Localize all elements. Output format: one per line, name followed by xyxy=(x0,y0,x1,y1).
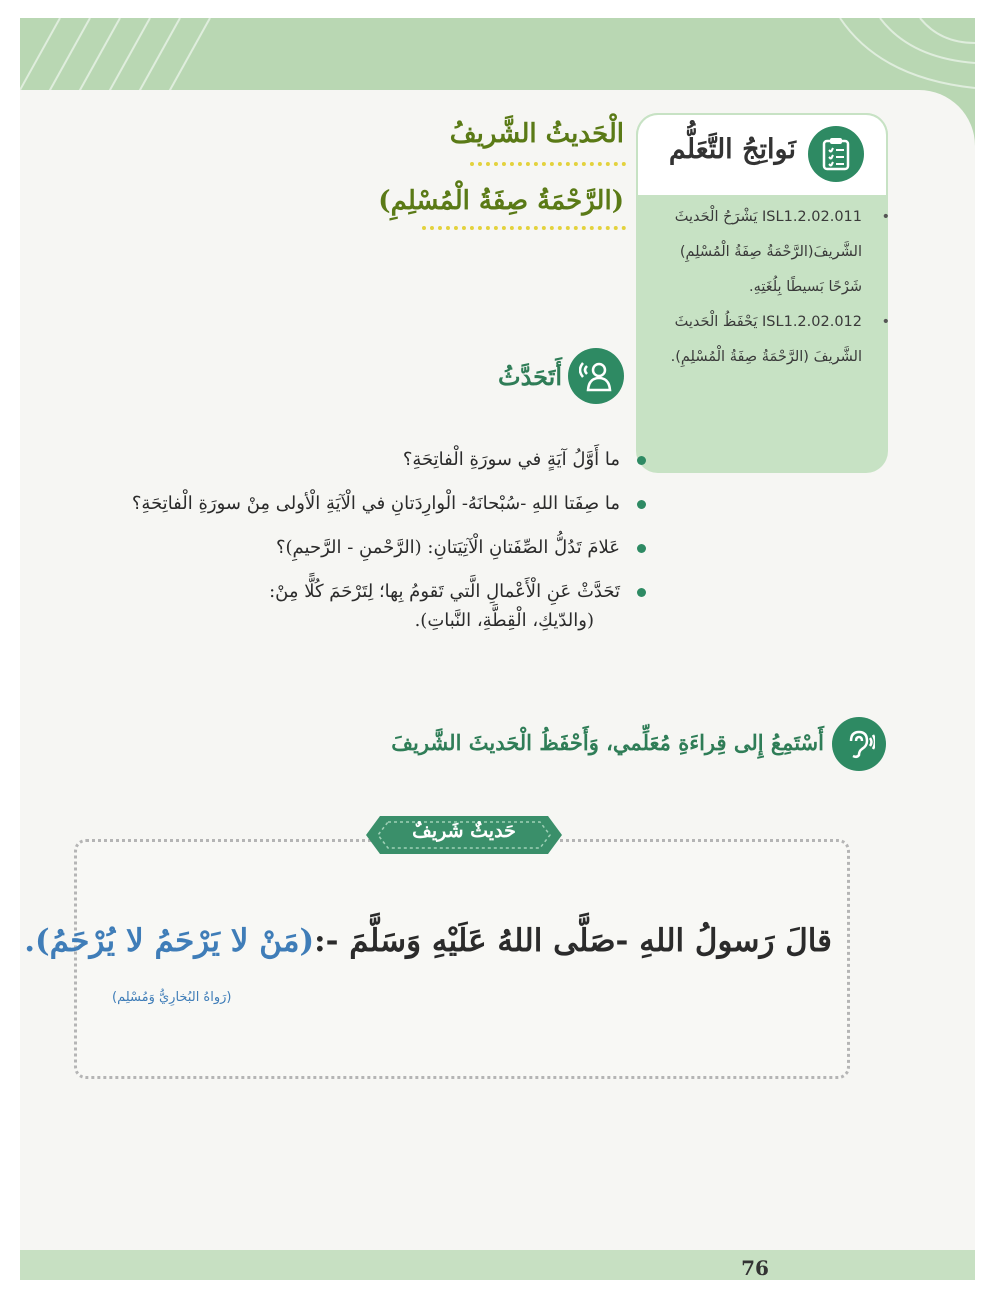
page-number: 76 xyxy=(741,1256,769,1280)
speaking-person-icon xyxy=(568,348,624,404)
hadith-quote: (مَنْ لا يَرْحَمُ لا يُرْحَمُ). xyxy=(24,923,315,959)
listen-section-title: أَسْتَمِعُ إِلى قِراءَةِ مُعَلِّمي، وَأَحْفَظُ الْحَديثَ الشَّريفَ xyxy=(391,730,824,755)
outcome-text: يَحْفَظُ الْحَديثَ الشَّريفَ (الرَّحْمَةُ صِفَةُ الْمُسْلِمِ). xyxy=(670,314,862,365)
subtitle-dotted-underline xyxy=(422,226,626,230)
question-item: ما صِفَتا اللهِ -سُبْحانَهُ- الْوارِدَتانِ في الْآيَةِ الْأولى مِنْ سورَةِ الْفاتِحَةِ؟ xyxy=(60,482,620,526)
clipboard-icon xyxy=(808,126,864,182)
outcome-item xyxy=(650,305,868,375)
hadith-source: (رَواهُ البُخارِيُّ وَمُسْلِم) xyxy=(112,990,232,1005)
speak-section-title: أَتَحَدَّثُ xyxy=(497,362,562,391)
title-dotted-underline xyxy=(470,162,626,166)
outcome-code: ISL1.2.02.011 xyxy=(762,209,862,225)
learning-outcomes-list xyxy=(650,200,868,375)
question-item: تَحَدَّثْ عَنِ الْأَعْمالِ الَّتي تَقومُ بِها؛ لِتَرْحَمَ كُلًّا مِنْ: xyxy=(60,570,620,614)
learning-outcomes-title: نَواتِجُ التَّعَلُّم xyxy=(668,134,796,165)
hadith-intro: قالَ رَسولُ اللهِ -صَلَّى اللهُ عَلَيْهِ وَسَلَّمَ -: xyxy=(314,923,832,959)
lesson-title: الْحَديثُ الشَّريفُ xyxy=(449,119,624,149)
lesson-subtitle: (الرَّحْمَةُ صِفَةُ الْمُسْلِمِ) xyxy=(378,186,624,216)
hadith-text xyxy=(24,923,832,959)
outcome-code: ISL1.2.02.012 xyxy=(762,314,862,330)
question-item: ما أَوَّلُ آيَةٍ في سورَةِ الْفاتِحَةِ؟ xyxy=(60,438,620,482)
hadith-box xyxy=(74,839,850,1079)
outcome-text: يَشْرَحُ الْحَديثَ الشَّريفَ(الرَّحْمَةُ صِفَةُ الْمُسْلِمِ) شَرْحًا بَسيطًا بِلُغَتِهِ. xyxy=(674,209,862,295)
listening-ear-icon xyxy=(832,717,886,771)
question-continuation: (والدّيكِ، الْقِطَّةِ، النَّباتِ). xyxy=(414,610,594,631)
question-item: عَلامَ تَدُلُّ الصِّفَتانِ الْآتِيَتانِ: (الرَّحْمنِ - الرَّحيمِ)؟ xyxy=(60,526,620,570)
bottom-band xyxy=(20,1250,975,1280)
outcome-item xyxy=(650,200,868,305)
hadith-badge-label: حَديثٌ شَريفٌ xyxy=(412,820,516,842)
discussion-questions xyxy=(60,438,620,614)
